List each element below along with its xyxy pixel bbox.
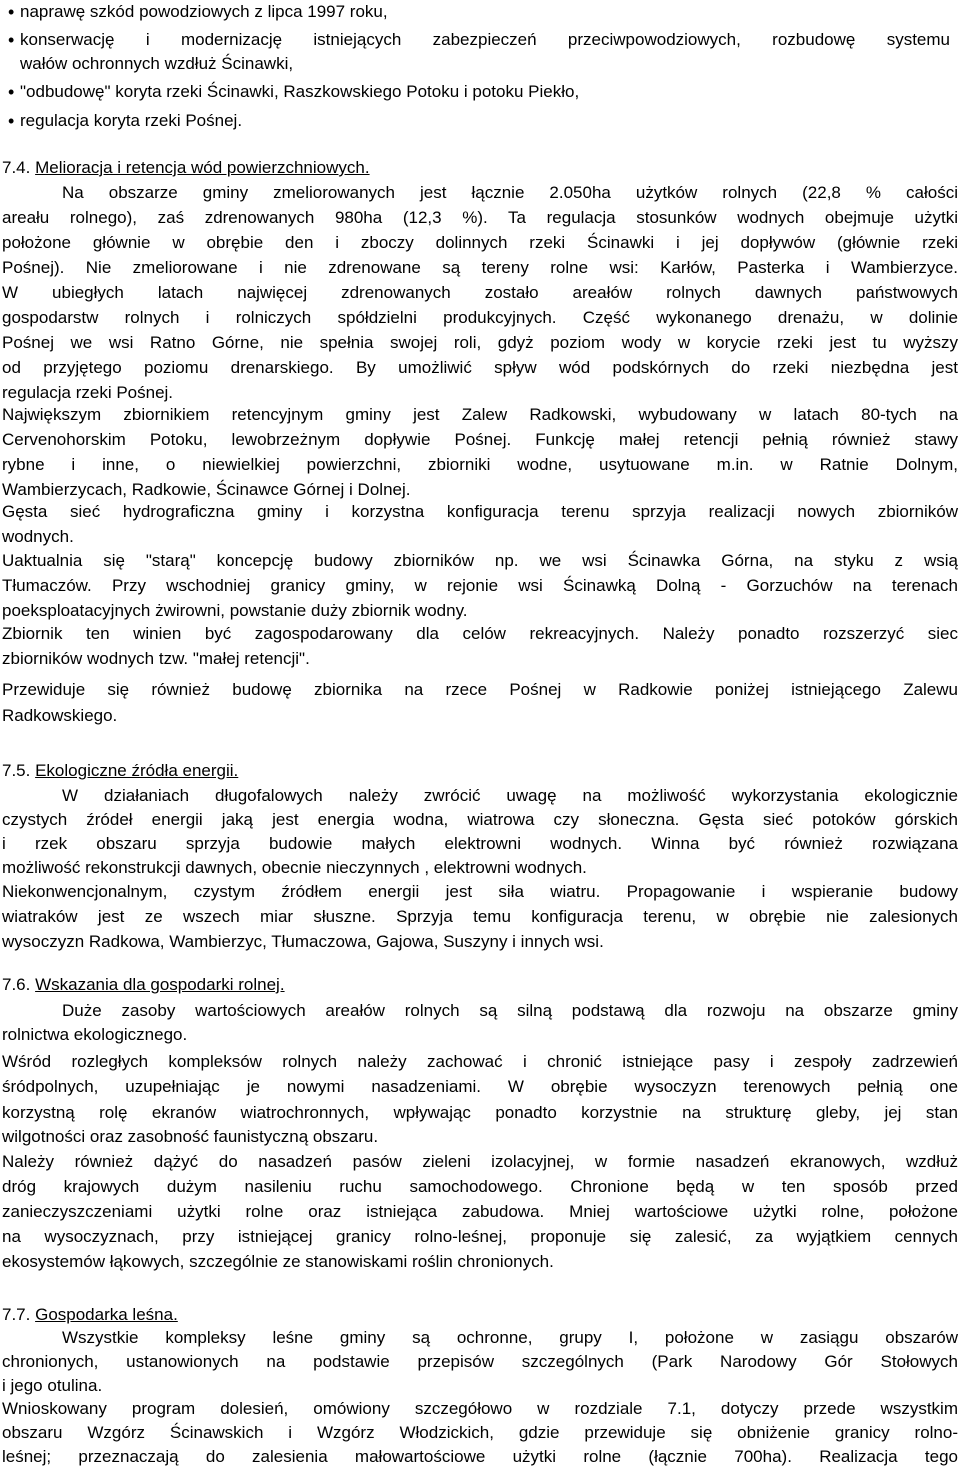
paragraph-line: obszaru Wzgórz Ścinawskich i Wzgórz Włodzickich, gdzie przewiduje się obniżenie granicy rolno- (2, 1423, 958, 1442)
section-heading-7-5 (2, 759, 958, 783)
paragraph-line: i rzek obszaru sprzyja budowie małych elektrowni wodnych. Winna być również rozwiązana (2, 834, 958, 853)
bullet-marker (8, 80, 18, 105)
paragraph-line: zbiorników wodnych tzw. "małej retencji". (2, 649, 310, 668)
paragraph-line: Uaktualnia się "starą" koncepcję budowy zbiorników np. we wsi Ścinawka Górna, na styku z wsią (2, 551, 958, 570)
bullet-marker (8, 109, 18, 134)
paragraph-line: Wambierzycach, Radkowie, Ścinawce Górnej i Dolnej. (2, 480, 411, 499)
section-title: Ekologiczne źródła energii. (35, 761, 239, 780)
paragraph-line: i jego otulina. (2, 1376, 103, 1395)
paragraph-line: poeksploatacyjnych żwirowni, powstanie duży zbiornik wodny. (2, 601, 468, 620)
paragraph-line: dróg krajowych dużym nasileniu ruchu samochodowego. Chronione będą w ten sposób przed (2, 1177, 958, 1196)
paragraph-line: rolnictwa ekologicznego. (2, 1025, 188, 1044)
section-title: Wskazania dla gospodarki rolnej. (35, 975, 285, 994)
bullet-item: "odbudowę" koryta rzeki Ścinawki, Raszkowskiego Potoku i potoku Piekło, (20, 82, 580, 101)
section-number: 7.7. (2, 1305, 31, 1324)
bullet-item-continuation: wałów ochronnych wzdłuż Ścinawki, (20, 54, 294, 73)
paragraph-line: W ubiegłych latach najwięcej zdrenowanych zostało areałów rolnych dawnych państwowych (2, 283, 958, 302)
paragraph-line: gospodarstw rolnych i rolniczych spółdzielni produkcyjnych. Część wykonanego drenażu, w dolinie (2, 308, 958, 327)
paragraph-line: korzystną rolę ekranów wiatrochronnych, wpływając ponadto korzystnie na strukturę gleby, jej stan (2, 1103, 958, 1122)
paragraph-line: areału rolnego), zaś zdrenowanych 980ha (12,3 %). Ta regulacja stosunków wodnych obejmuje użytki (2, 208, 958, 227)
paragraph-line: zanieczyszczeniami użytki rolne oraz istniejąca zabudowa. Mniej wartościowe użytki rolne, położone (2, 1202, 958, 1221)
paragraph-line: Wśród rozległych kompleksów rolnych należy zachować i chronić istniejące pasy i zespoły zadrzewień (2, 1052, 958, 1071)
paragraph-line: Wszystkie kompleksy leśne gminy są ochronne, grupy I, położone w zasiągu obszarów (62, 1328, 958, 1347)
paragraph-line: śródpolnych, uzupełniając je nowymi nasadzeniami. W obrębie wysoczyzn terenowych pełnią one (2, 1077, 958, 1096)
section-title: Melioracja i retencja wód powierzchniowych. (35, 158, 370, 177)
bullet-item: regulacja koryta rzeki Pośnej. (20, 111, 243, 130)
paragraph-line: Radkowskiego. (2, 706, 118, 725)
paragraph-line: Należy również dążyć do nasadzeń pasów zieleni izolacyjnej, w formie nasadzeń ekranowych, wzdłuż (2, 1152, 958, 1171)
paragraph-line: Pośnej). Nie zmeliorowane i nie zdrenowane są tereny rolne wsi: Karłów, Pasterka i Wambierzyce. (2, 258, 958, 277)
paragraph-line: Na obszarze gminy zmeliorowanych jest łącznie 2.050ha użytków rolnych (22,8 % całości (62, 183, 958, 202)
paragraph-line: Gęsta sieć hydrograficzna gminy i korzystna konfiguracja terenu sprzyja realizacji nowych zbiorników (2, 502, 958, 521)
paragraph-line: wilgotności oraz zasobność faunistyczną obszaru. (2, 1127, 379, 1146)
paragraph-line: Zbiornik ten winien być zagospodarowany dla celów rekreacyjnych. Należy ponadto rozszerzyć siec (2, 624, 958, 643)
paragraph-line: Największym zbiornikiem retencyjnym gminy jest Zalew Radkowski, wybudowany w latach 80-tych na (2, 405, 958, 424)
paragraph-line: czystych źródeł energii jaką jest energia wodna, wiatrowa czy słoneczna. Gęsta sieć potoków górskich (2, 810, 958, 829)
paragraph-line: od przyjętego poziomu drenarskiego. By umożliwić spływ wód podskórnych do rzeki niezbędna jest (2, 358, 958, 377)
section-heading-7-6 (2, 973, 958, 997)
section-heading-7-4 (2, 156, 958, 180)
paragraph-line: Tłumaczów. Przy wschodniej granicy gminy, w rejonie wsi Ścinawką Dolną - Gorzuchów na terenach (2, 576, 958, 595)
section-title: Gospodarka leśna. (35, 1305, 178, 1324)
bullet-item: naprawę szkód powodziowych z lipca 1997 roku, (20, 2, 388, 21)
paragraph-line: W działaniach długofalowych należy zwrócić uwagę na możliwość wykorzystania ekologicznie (62, 786, 958, 805)
bullet-marker (8, 28, 18, 53)
bullet-item: konserwację i modernizację istniejących zabezpieczeń przeciwpowodziowych, rozbudowę systemu (20, 30, 950, 49)
paragraph-line: położone głównie w obrębie den i zboczy dolinnych rzeki Ścinawki i jej dopływów (głównie rzeki (2, 233, 958, 252)
paragraph-line: ekosystemów łąkowych, szczególnie ze stanowiskami roślin chronionych. (2, 1252, 554, 1271)
section-number: 7.5. (2, 761, 31, 780)
bullet-marker (8, 0, 18, 25)
paragraph-line: wiatraków jest ze wszech miar słuszne. Sprzyja temu konfiguracja terenu, w obrębie nie zalesionych (2, 907, 958, 926)
section-number: 7.6. (2, 975, 31, 994)
paragraph-line: Niekonwencjonalnym, czystym źródłem energii jest siła wiatru. Propagowanie i wspieranie budowy (2, 882, 958, 901)
paragraph-line: Wnioskowany program dolesień, omówiony szczegółowo w rozdziale 7.1, dotyczy przede wszystkim (2, 1399, 958, 1418)
paragraph-line: rybne i inne, o niewielkiej powierzchni, zbiorniki wodne, usytuowane m.in. w Ratnie Dolnym, (2, 455, 958, 474)
paragraph-line: na wysoczyznach, przy istniejącej granicy rolno-leśnej, proponuje się zalesić, za wyjątkiem cennych (2, 1227, 958, 1246)
paragraph-line: Cervenohorskim Potoku, lewobrzeżnym dopływie Pośnej. Funkcję małej retencji pełnią również stawy (2, 430, 958, 449)
paragraph-line: leśnej; przeznaczają do zalesienia małowartościowe użytki rolne (łącznie 700ha). Realizacja tego (2, 1447, 958, 1466)
section-number: 7.4. (2, 158, 31, 177)
paragraph-line: Przewiduje się również budowę zbiornika na rzece Pośnej w Radkowie poniżej istniejącego Zalewu (2, 680, 958, 699)
paragraph-line: chronionych, ustanowionych na podstawie przepisów szczególnych (Park Narodowy Gór Stołowych (2, 1352, 958, 1371)
paragraph-line: regulacja rzeki Pośnej. (2, 383, 174, 402)
paragraph-line: możliwość rekonstrukcji dawnych, obecnie nieczynnych , elektrowni wodnych. (2, 858, 587, 877)
paragraph-line: wodnych. (2, 527, 74, 546)
paragraph-line: Duże zasoby wartościowych areałów rolnych są silną podstawą dla rozwoju na obszarze gminy (62, 1001, 958, 1020)
section-heading-7-7 (2, 1303, 958, 1327)
paragraph-line: wysoczyzn Radkowa, Wambierzyc, Tłumaczowa, Gajowa, Suszyny i innych wsi. (2, 932, 604, 951)
paragraph-line: Pośnej we wsi Ratno Górne, nie spełnia swojej roli, gdyż poziom wody w korycie rzeki jest tu wyższy (2, 333, 958, 352)
